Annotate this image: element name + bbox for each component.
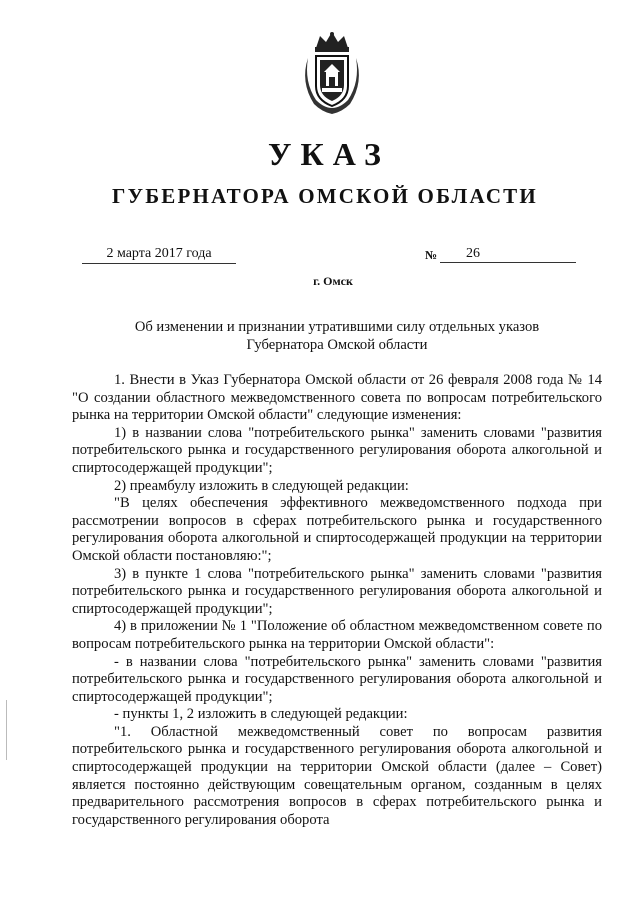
body-paragraph: - в названии слова "потребительского рынка" заменить словами "развития потребительского рынка и государственного регулирования оборота алкогольной и спиртосодержащей продукции"; [72,653,602,705]
body-paragraph: 2) преамбулу изложить в следующей редакции: [114,477,409,494]
subject-line: Губернатора Омской области [246,337,428,353]
body-paragraph: 4) в приложении № 1 "Положение об областном межведомственном совете по вопросам потребительского рынка на территории Омской области": [72,618,602,652]
body-paragraph: 1. Внести в Указ Губернатора Омской области от 26 февраля 2008 года № 14 "О создании областного межведомственного совета по вопросам потребительского рынка на территории Омской области" следующие изменения: [72,372,602,424]
body-paragraph: "1. Областной межведомственный совет по вопросам развития потребительского рынка и государственного регулирования оборота алкогольной и спиртосодержащей продукции на территории Омской области (далее – Совет) является постоянно действующим совещательным органом, созданным в целях предварительного рассмотрения вопросов в сферах потребительского рынка и государственного регулирования оборота [72,723,602,828]
body-paragraph: - пункты 1, 2 изложить в следующей редакции: [114,706,408,723]
document-subject [72,318,602,354]
document-number: 26 [440,246,576,263]
coat-of-arms-icon [296,30,368,116]
subject-line: Об изменении и признании утратившими силу отдельных указов [134,319,540,335]
body-paragraph: 1) в названии слова "потребительского рынка" заменить словами "развития потребительского рынка и государственного регулирования оборота алкогольной и спиртосодержащей продукции"; [72,424,602,476]
document-body [72,372,602,829]
document-city: г. Омск [313,274,353,288]
scan-margin-mark [6,700,7,760]
document-title: УКАЗ [268,136,390,172]
number-label: № [425,248,438,262]
document-date: 2 марта 2017 года [82,246,236,264]
document-subtitle: ГУБЕРНАТОРА ОМСКОЙ ОБЛАСТИ [112,184,538,208]
body-paragraph: "В целях обеспечения эффективного межведомственного подхода при рассмотрении вопросов в сферах потребительского рынка и государственного регулирования оборота алкогольной и спиртосодержащей продукции на территории Омской области постановляю:"; [72,495,602,564]
body-paragraph: 3) в пункте 1 слова "потребительского рынка" заменить словами "развития потребительского рынка и государственного регулирования оборота алкогольной и спиртосодержащей продукции"; [72,565,602,617]
